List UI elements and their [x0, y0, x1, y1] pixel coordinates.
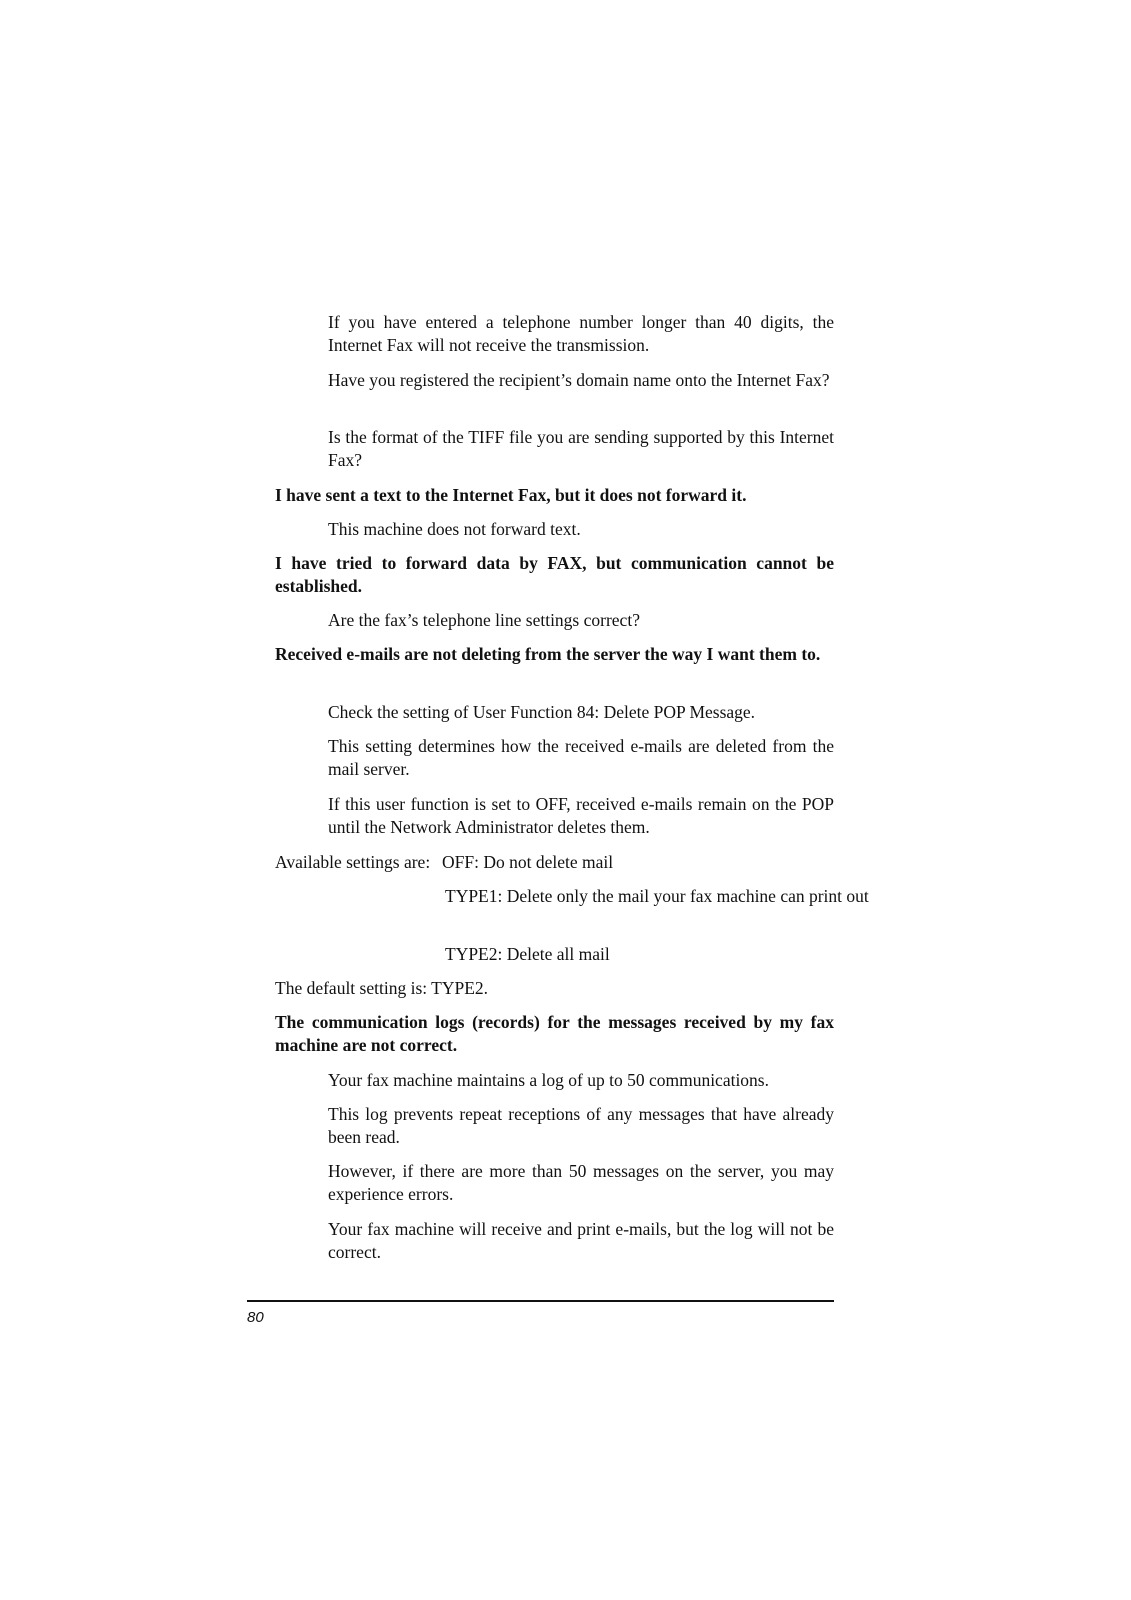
paragraph-no-forward-text: This machine does not forward text. [328, 519, 581, 539]
setting-type1: TYPE1: Delete only the mail your fax machine can print out [445, 886, 869, 906]
default-setting: The default setting is: TYPE2. [275, 978, 489, 998]
paragraph-domain-name: Have you registered the recipient’s domain name onto the Internet Fax? [328, 370, 830, 390]
heading-emails-not-deleting: Received e-mails are not deleting from the server the way I want them to. [275, 644, 821, 664]
paragraph-log-capacity: Your fax machine maintains a log of up to 50 communications. [328, 1070, 769, 1090]
paragraph-off-behavior: If this user function is set to OFF, received e-mails remain on the POP until the Network Administrator deletes them. [328, 794, 834, 837]
paragraph-check-user-function: Check the setting of User Function 84: Delete POP Message. [328, 702, 756, 722]
paragraph-log-prevents: This log prevents repeat receptions of any messages that have already been read. [328, 1104, 834, 1147]
paragraph-more-than-50: However, if there are more than 50 messages on the server, you may experience errors. [328, 1161, 834, 1204]
paragraph-log-not-correct: Your fax machine will receive and print e-mails, but the log will not be correct. [328, 1219, 834, 1262]
paragraph-long-number: If you have entered a telephone number longer than 40 digits, the Internet Fax will not receive the transmission. [328, 312, 834, 355]
settings-label: Available settings are: [275, 852, 431, 872]
heading-text-not-forwarded: I have sent a text to the Internet Fax, but it does not forward it. [275, 485, 747, 505]
heading-communication-logs: The communication logs (records) for the messages received by my fax machine are not correct. [275, 1012, 834, 1055]
heading-fax-forward-failure: I have tried to forward data by FAX, but communication cannot be established. [275, 553, 834, 596]
footer-rule [247, 1300, 834, 1302]
setting-type2: TYPE2: Delete all mail [445, 944, 610, 964]
paragraph-line-settings: Are the fax’s telephone line settings correct? [328, 610, 640, 630]
paragraph-tiff-format: Is the format of the TIFF file you are sending supported by this Internet Fax? [328, 427, 834, 470]
page-number: 80 [247, 1309, 264, 1326]
setting-off: OFF: Do not delete mail [442, 852, 614, 872]
paragraph-setting-determines: This setting determines how the received e-mails are deleted from the mail server. [328, 736, 834, 779]
